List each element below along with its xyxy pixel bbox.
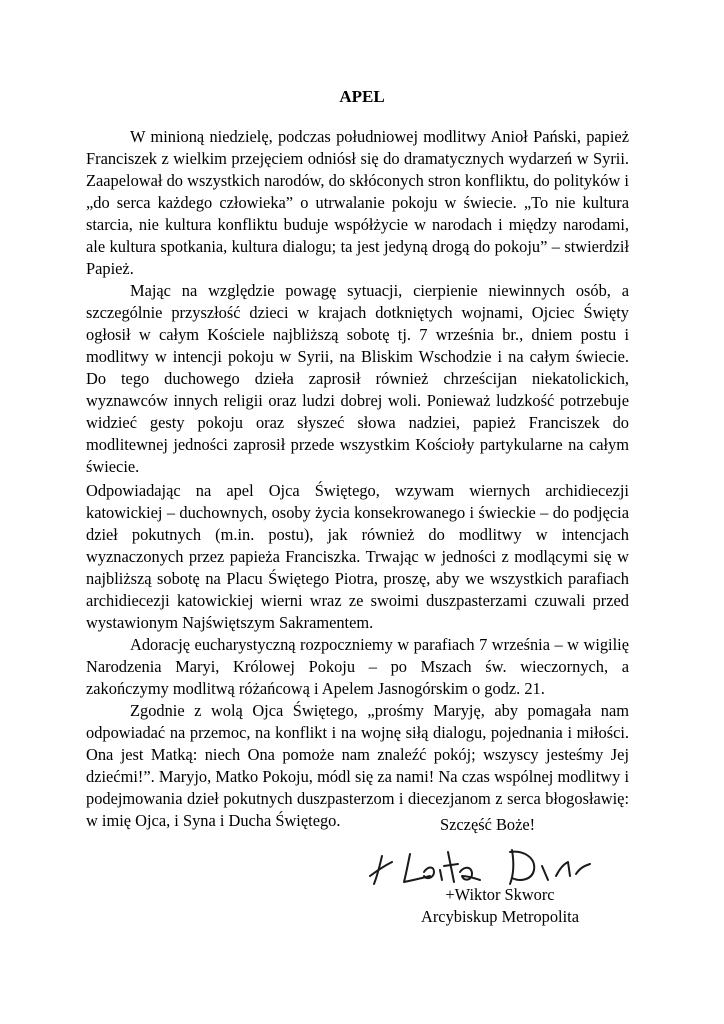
document-title: APEL xyxy=(339,87,385,106)
paragraph-1: W minioną niedzielę, podczas południowej modlitwy Anioł Pański, papież Franciszek z wielkim przejęciem odniósł się do dramatycznych wydarzeń w Syrii. Zaapelował do wszystkich narodów, do skłóconych stron konfliktu, do polityków i „do serca każdego człowieka” o utrwalanie pokoju w świecie. „To nie kultura starcia, nie kultura konfliktu buduje współżycie w narodach i między narodami, ale kultura spotkania, kultura dialogu; ta jest jedyną drogą do pokoju” – stwierdził Papież. xyxy=(86,127,629,278)
paragraph-5: Zgodnie z wolą Ojca Świętego, „prośmy Maryję, aby pomagała nam odpowiadać na przemoc, na konflikt i na wojnę siłą dialogu, pojednania i miłości. Ona jest Matką: niech Ona pomoże nam znaleźć pokój; wszyscy jesteśmy Jej dziećmi!”. Maryjo, Matko Pokoju, módl się za nami! Na czas wspólnej modlitwy i podejmowania dzieł pokutnych duszpasterzom i diecezjanom z serca błogosławię: w imię Ojca, i Syna i Ducha Świętego. xyxy=(86,701,629,830)
closing-greeting: Szczęść Boże! xyxy=(440,815,536,834)
paragraph-3: Odpowiadając na apel Ojca Świętego, wzywam wiernych archidiecezji katowickiej – duchownych, osoby życia konsekrowanego i świeckie – do podjęcia dzieł pokutnych (m.in. postu), jak również do modlitwy w intencjach wyznaczonych przez papieża Franciszka. Trwając w jedności z modlącymi się w najbliższą sobotę na Placu Świętego Piotra, proszę, aby we wszystkich parafiach archidiecezji katowickiej wierni wraz ze swoimi duszpasterzami czuwali przed wystawionym Najświętszym Sakramentem. xyxy=(86,481,629,632)
paragraph-2: Mając na względzie powagę sytuacji, cierpienie niewinnych osób, a szczególnie przyszłość dzieci w krajach dotkniętych wojnami, Ojciec Święty ogłosił w całym Kościele najbliższą sobotę tj. 7 września br., dniem postu i modlitwy w intencji pokoju w Syrii, na Bliskim Wschodzie i na całym świecie. Do tego duchowego dzieła zaprosił również chrześcijan niekatolickich, wyznawców innych religii oraz ludzi dobrej woli. Ponieważ ludzkość potrzebuje widzieć gesty pokoju oraz słyszeć słowa nadziei, papież Franciszek do modlitewnej jedności zaprosił przede wszystkim Kościoły partykularne na całym świecie. xyxy=(86,281,629,476)
signer-title: Arcybiskup Metropolita xyxy=(421,907,579,926)
body-section-2 xyxy=(86,480,629,832)
signer-name: +Wiktor Skworc xyxy=(445,885,555,904)
paragraph-4: Adorację eucharystyczną rozpoczniemy w parafiach 7 września – w wigilię Narodzenia Maryi, Królowej Pokoju – po Mszach św. wieczornych, a zakończymy modlitwą różańcową i Apelem Jasnogórskim o godz. 21. xyxy=(86,635,629,698)
body-section-1 xyxy=(86,126,629,478)
handwritten-signature xyxy=(364,836,594,888)
